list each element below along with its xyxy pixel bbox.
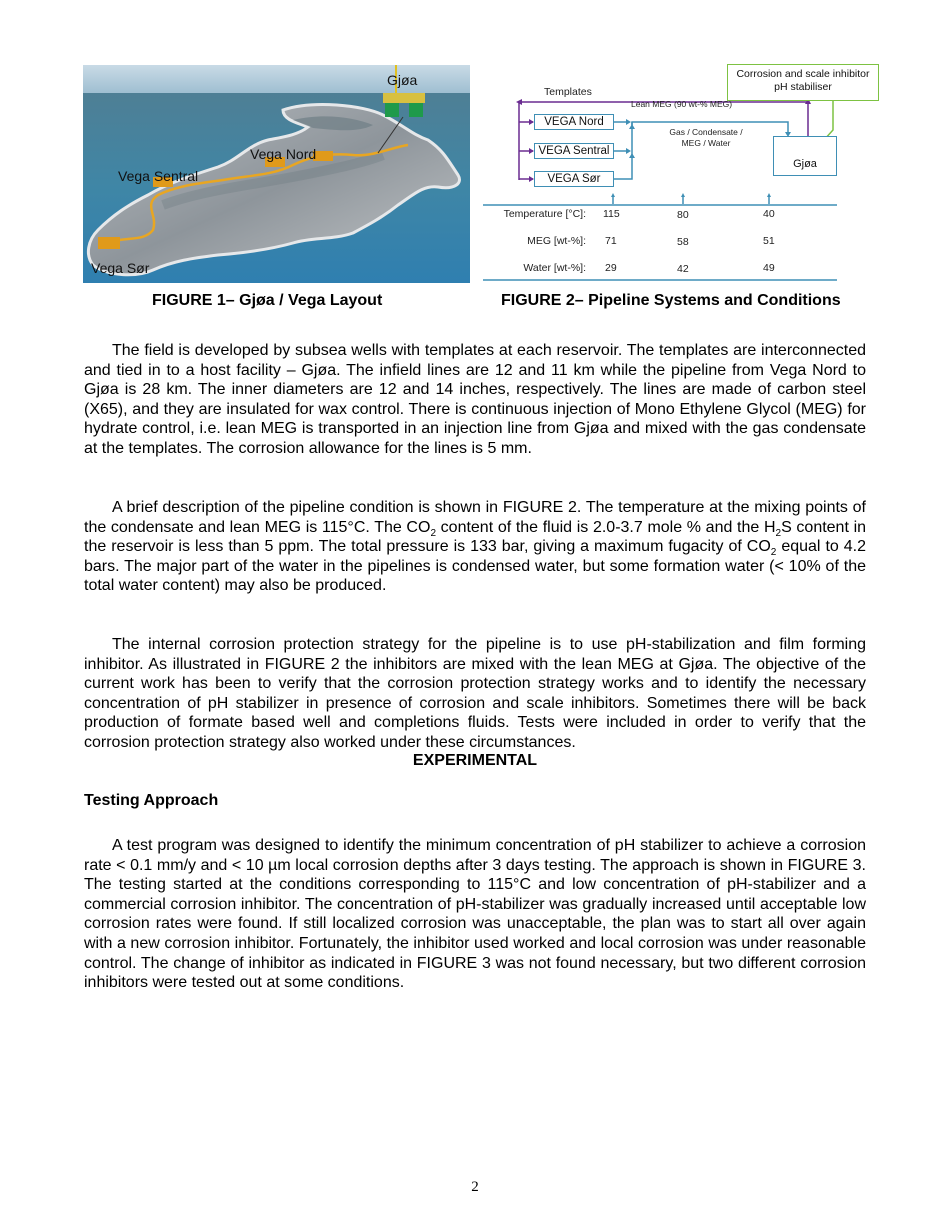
map-label-vega-sor: Vega Sør [91, 260, 150, 276]
cell-temp-2: 80 [677, 209, 689, 221]
flow-label-line2: MEG / Water [681, 138, 731, 148]
map-label-gjoa: Gjøa [387, 72, 418, 88]
row-label-temperature: Temperature [°C]: [503, 208, 586, 220]
template-vega-sor: VEGA Sør [534, 171, 614, 187]
cell-temp-1: 115 [603, 208, 620, 220]
cell-temp-3: 40 [763, 208, 775, 220]
map-label-vega-nord: Vega Nord [250, 146, 317, 162]
inhibitor-box-line2: pH stabiliser [774, 81, 832, 93]
template-vega-nord: VEGA Nord [534, 114, 614, 130]
subscript-2: 2 [770, 547, 777, 559]
cell-water-2: 42 [677, 263, 689, 275]
cell-meg-2: 58 [677, 236, 689, 248]
cell-meg-3: 51 [763, 235, 775, 247]
template-vega-sentral: VEGA Sentral [534, 143, 614, 159]
p2-text-d: equal to 4.2 bars. The major part of the water in the pipelines is condensed water, but some formation water (< 10% of the total water content) may also be produced. [84, 538, 867, 595]
page-number: 2 [471, 1179, 479, 1195]
figure-2-caption: FIGURE 2– Pipeline Systems and Conditions [501, 292, 841, 309]
templates-title: Templates [544, 86, 592, 98]
cell-water-3: 49 [763, 262, 775, 274]
p2-text-a: A brief description of the pipeline condition is shown in FIGURE 2. The temperature at the mixing points of the condensate and lean MEG is 115°C. The CO [84, 499, 866, 536]
paragraph-protection-strategy: The internal corrosion protection strategy for the pipeline is to use pH-stabilization and film forming inhibitor. As illustrated in FIGURE 2 the inhibitors are mixed with the lean MEG at Gjøa. The objective of the current work has been to verify that the corrosion protection strategy works and to identify the necessary concentration of pH stabilizer in presence of corrosion and scale inhibitors. Sometimes there will be back production of formate based well and completions fluids. Tests were included in order to verify that the corrosion protection strategy also worked under these circumstances. [84, 636, 866, 751]
inhibitor-source-box [727, 64, 879, 101]
paragraph-test-program: A test program was designed to identify the minimum concentration of pH stabilizer to achieve a corrosion rate < 0.1 mm/y and < 10 µm local corrosion depths after 3 days testing. The approach is shown in FIGURE 3. The testing started at the conditions corresponding to 115°C and low concentration of pH-stabilizer and a commercial corrosion inhibitor. The concentration of pH-stabilizer was gradually increased until acceptable low corrosion rates were found. If still localized corrosion was unacceptable, the plan was to start all over again with a new corrosion inhibitor. Fortunately, the inhibitor used worked and local corrosion was under reasonable control. The change of inhibitor as indicated in FIGURE 3 was not found necessary, but two different corrosion inhibitors were tested out at some conditions. [84, 837, 866, 992]
figure-1-field-layout-image [83, 65, 470, 283]
template-vega-sor [98, 237, 120, 249]
paragraph-field-description: The field is developed by subsea wells with templates at each reservoir. The templates are interconnected and tied in to a host facility – Gjøa. The infield lines are 12 and 11 km while the pipeline from Vega Nord to Gjøa is 28 km. The inner diameters are 12 and 14 inches, respectively. The lines are made of carbon steel (X65), and they are insulated for wax control. There is continuous injection of Mono Ethylene Glycol (MEG) for hydrate control, i.e. lean MEG is transported in an injection line from Gjøa and mixed with the gas condensate at the templates. The corrosion allowance for the lines is 5 mm. [84, 342, 866, 457]
figure-1-caption: FIGURE 1– Gjøa / Vega Layout [152, 292, 383, 309]
paragraph-pipeline-condition [84, 498, 866, 596]
flow-label [666, 127, 746, 149]
cell-meg-1: 71 [605, 235, 617, 247]
subsection-heading-testing-approach: Testing Approach [84, 792, 219, 809]
figure-2-pipeline-diagram [483, 62, 883, 284]
p2-text-b: content of the fluid is 2.0-3.7 mole % and the H [436, 518, 776, 536]
host-facility-gjoa [773, 136, 837, 176]
lean-meg-label: Lean MEG (90 wt-% MEG) [631, 99, 733, 109]
subscript-2: 2 [430, 527, 436, 539]
p2-text-c: S content in the reservoir is less than 5 ppm. The total pressure is 133 bar, giving a maximum fugacity of CO [84, 518, 867, 556]
map-label-vega-sentral: Vega Sentral [118, 168, 199, 184]
subscript-2: 2 [775, 527, 782, 539]
section-heading-experimental: EXPERIMENTAL [412, 752, 538, 769]
row-label-water: Water [wt-%]: [523, 262, 586, 274]
row-label-meg: MEG [wt-%]: [527, 235, 586, 247]
flow-label-line1: Gas / Condensate / [669, 127, 743, 137]
host-label: Gjøa [793, 158, 817, 170]
cell-water-1: 29 [605, 262, 617, 274]
inhibitor-box-line1: Corrosion and scale inhibitor [736, 68, 870, 80]
